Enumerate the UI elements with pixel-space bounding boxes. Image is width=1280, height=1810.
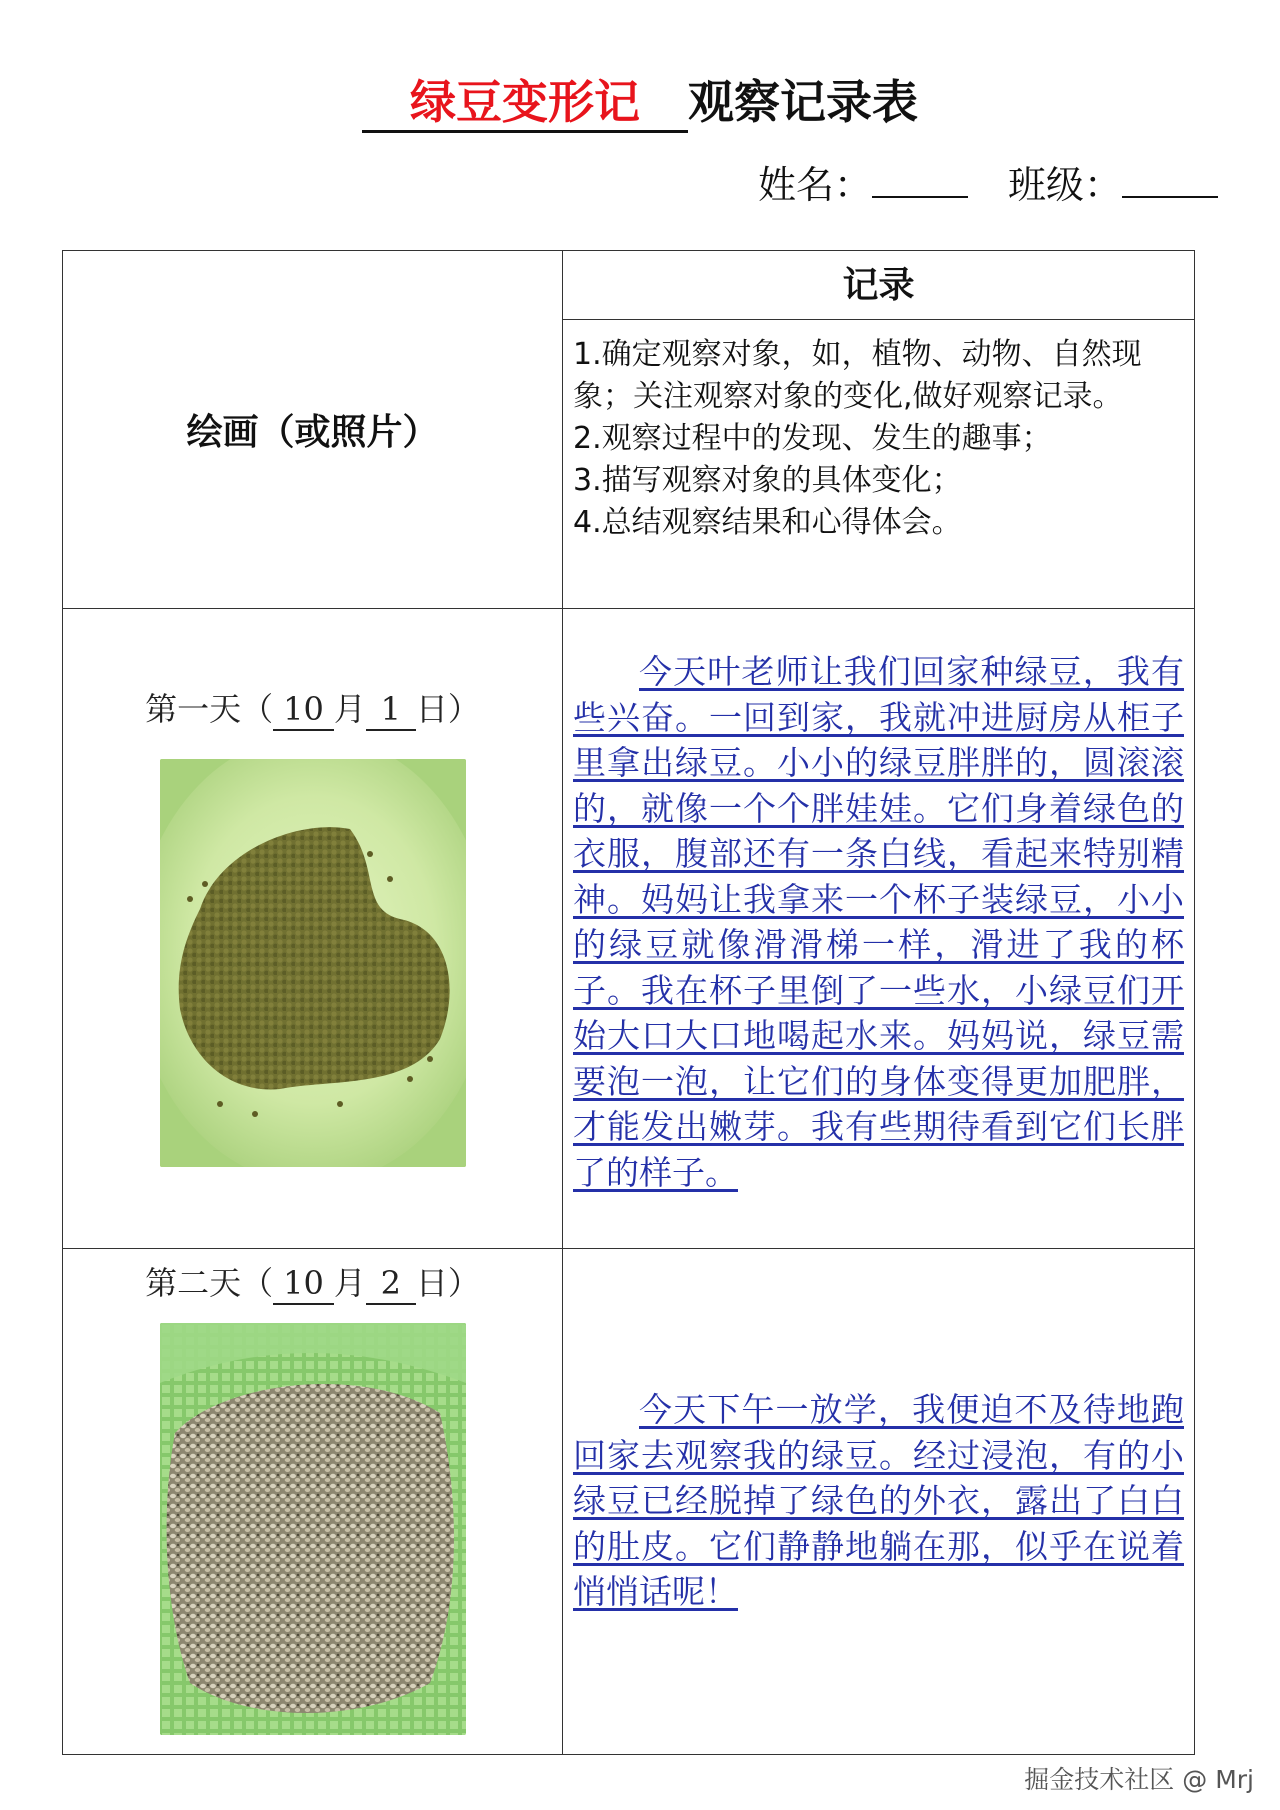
- instruction-item: 3.描写观察对象的具体变化；: [573, 463, 962, 498]
- day2-story: 今天下午一放学，我便迫不及待地跑回家去观察我的绿豆。经过浸泡，有的小绿豆已经脱掉了绿色的外衣，露出了白白的肚皮。它们静静地躺在那，似乎在说着悄悄话呢！: [573, 1390, 1184, 1611]
- instruction-item: 2.观察过程中的发现、发生的趣事；: [573, 421, 1052, 456]
- day1-drawing-cell: [63, 609, 563, 1249]
- watermark: 掘金技术社区 @ Mrj: [1024, 1765, 1254, 1794]
- record-header: 记录: [563, 251, 1195, 320]
- bowl-of-mung-beans-image: [160, 759, 466, 1167]
- basket-of-sprouts-image: [160, 1323, 466, 1735]
- instructions-cell: [563, 320, 1195, 609]
- day1-record-cell: [563, 609, 1195, 1249]
- sprouting-beans-photo: [160, 1323, 466, 1735]
- soaking-beans-photo: [160, 759, 466, 1167]
- name-blank[interactable]: [872, 158, 968, 198]
- day2-drawing-cell: [63, 1249, 563, 1755]
- student-info: [758, 158, 1218, 210]
- class-label: 班级：: [1007, 163, 1122, 207]
- day2-record-cell: [563, 1249, 1195, 1755]
- observation-table: [62, 250, 1195, 1755]
- day1-label: 第一天（ 10 月 1 日）: [63, 689, 562, 731]
- class-blank[interactable]: [1122, 158, 1218, 198]
- title-subject: 绿豆变形记: [362, 74, 688, 133]
- instruction-item: 1.确定观察对象，如，植物、动物、自然现象；关注观察对象的变化,做好观察记录。: [573, 337, 1142, 414]
- day2-label: 第二天（ 10 月 2 日）: [63, 1263, 562, 1305]
- day1-story: 今天叶老师让我们回家种绿豆，我有些兴奋。一回到家，我就冲进厨房从柜子里拿出绿豆。小小的绿豆胖胖的，圆滚滚的，就像一个个胖娃娃。它们身着绿色的衣服，腹部还有一条白线，看起来特别精神。妈妈让我拿来一个杯子装绿豆，小小的绿豆就像滑滑梯一样，滑进了我的杯子。我在杯子里倒了一些水，小绿豆们开始大口大口地喝起水来。妈妈说，绿豆需要泡一泡，让它们的身体变得更加肥胖，才能发出嫩芽。我有些期待看到它们长胖了的样子。: [573, 652, 1184, 1192]
- page-title: [0, 72, 1280, 133]
- drawing-header: 绘画（或照片）: [63, 251, 563, 609]
- instruction-item: 4.总结观察结果和心得体会。: [573, 505, 962, 540]
- title-suffix: 观察记录表: [688, 75, 918, 129]
- name-label: 姓名：: [757, 163, 872, 207]
